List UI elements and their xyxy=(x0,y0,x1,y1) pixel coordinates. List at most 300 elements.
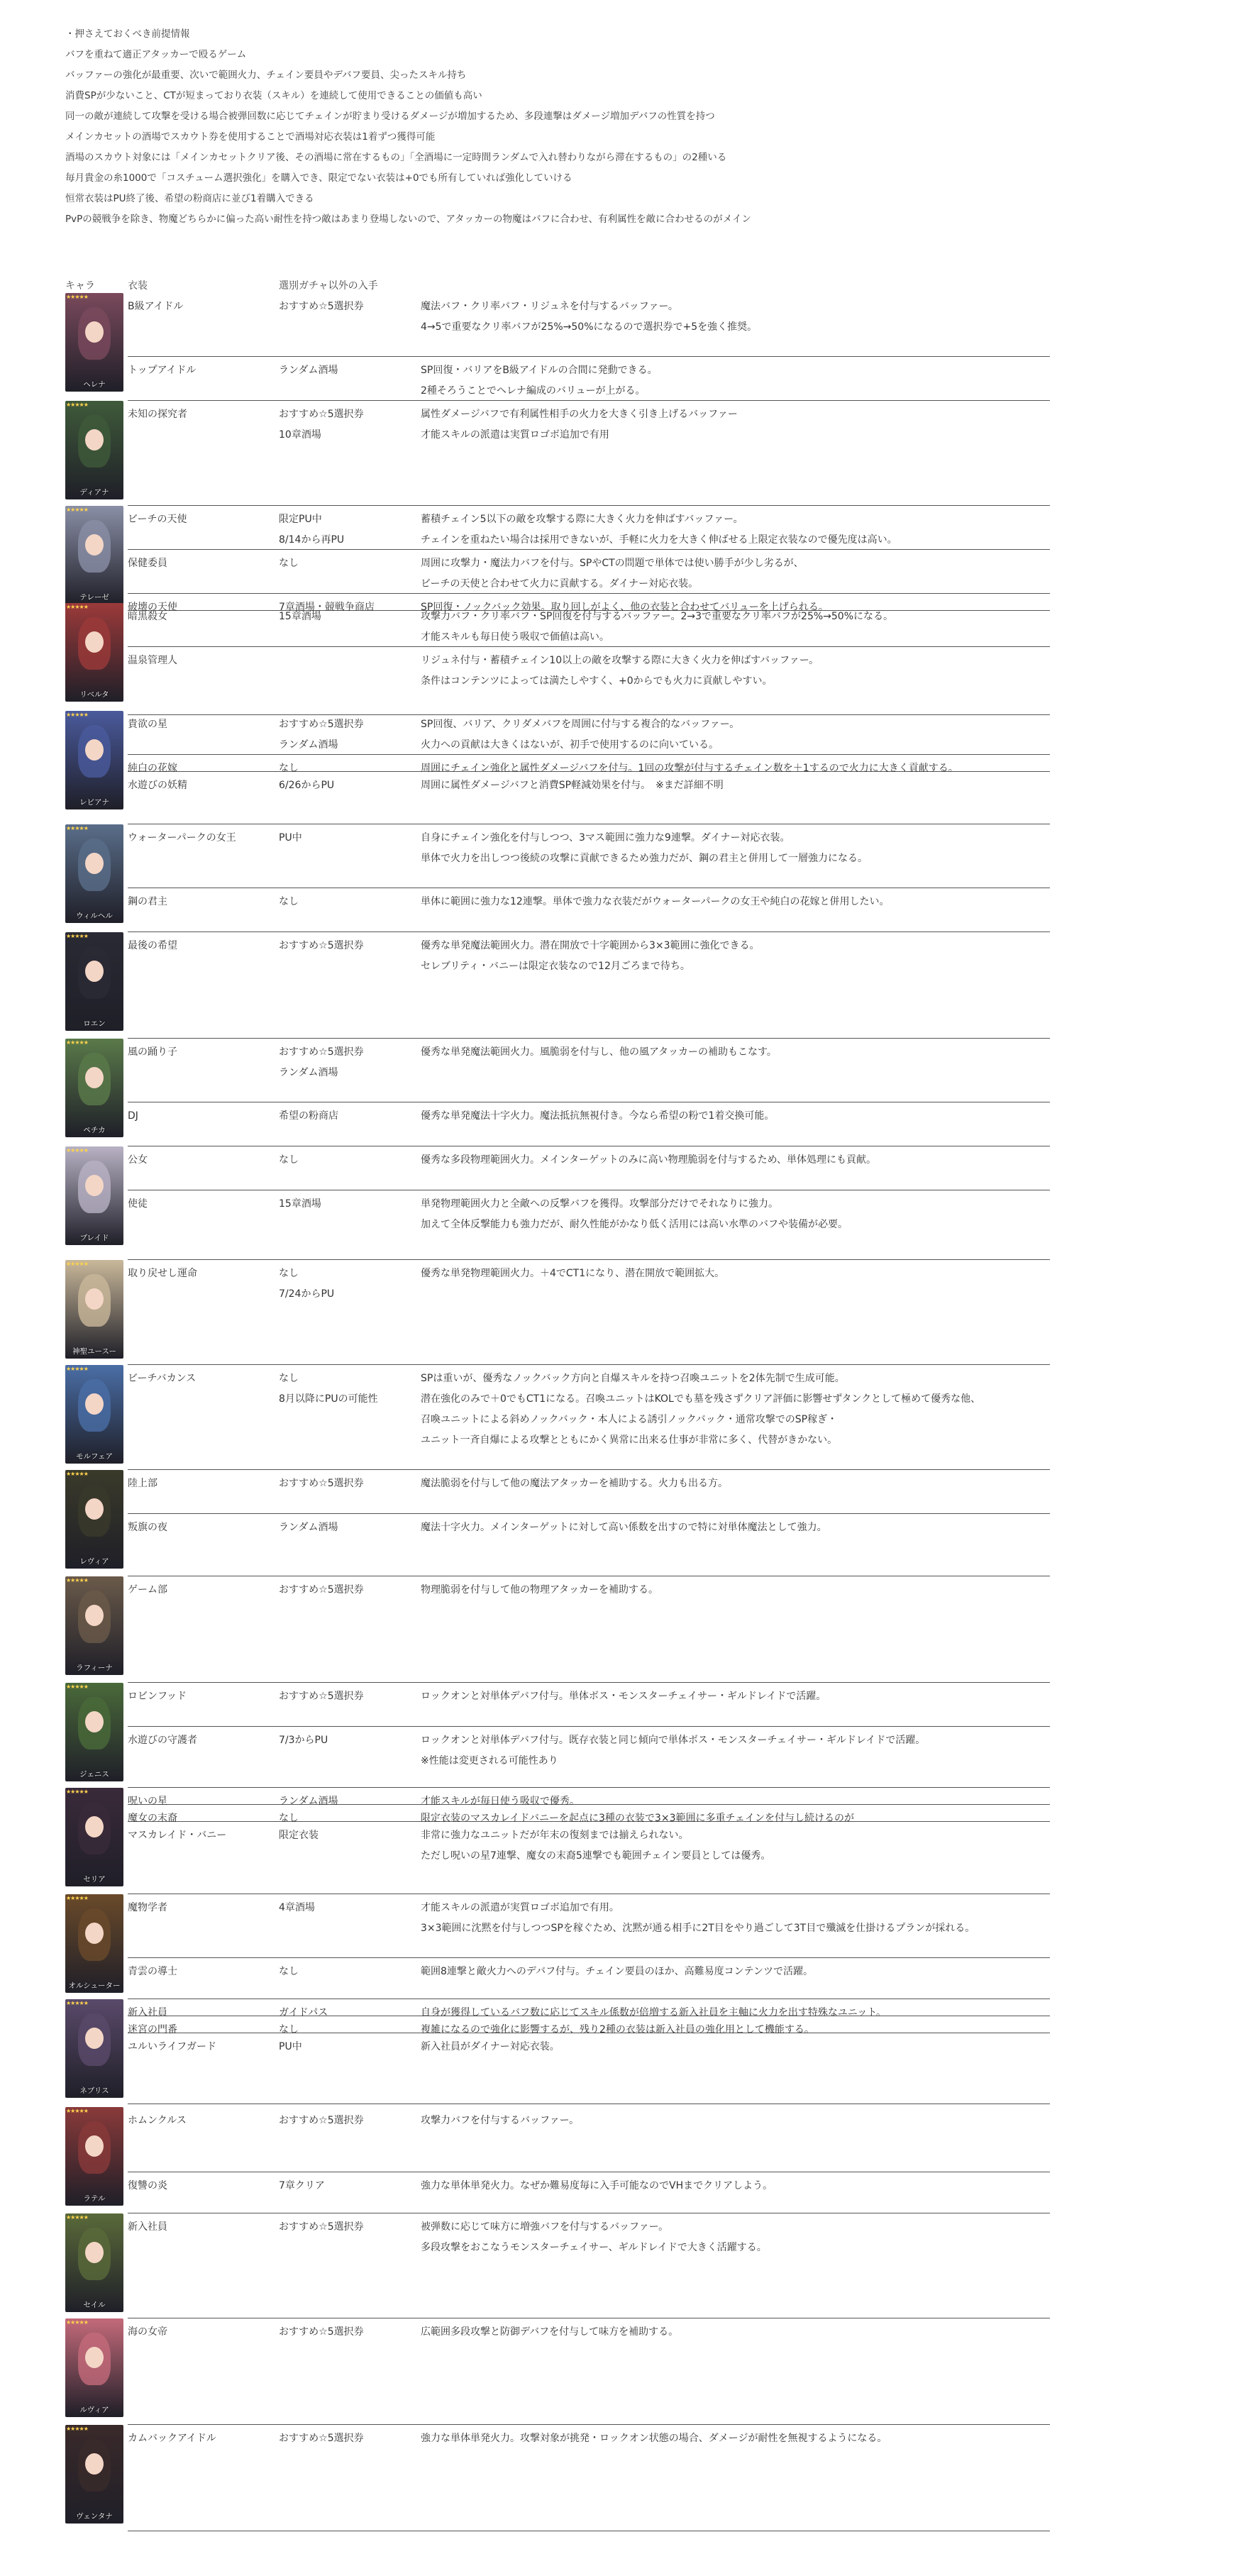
acquisition-line: 7章クリア xyxy=(279,2180,325,2191)
acquisition xyxy=(279,2176,325,2196)
costume-name: トップアイドル xyxy=(128,365,197,376)
description xyxy=(421,1264,724,1284)
character-name: 神聖ユースー xyxy=(72,1347,116,1356)
description-line: 魔法脆弱を付与して他の魔法アタッカーを補助する。火力も出る方。 xyxy=(421,1478,729,1489)
character-group xyxy=(65,824,1050,932)
header-character: キャラ xyxy=(65,280,95,292)
costume-name: 風の踊り子 xyxy=(128,1046,177,1058)
description-line: 属性ダメージバフで有利属性相手の火力を大きく引き上げるバッファー xyxy=(421,409,738,420)
costume-name: 陸上部 xyxy=(128,1478,157,1489)
description xyxy=(421,1106,774,1127)
costume-row xyxy=(128,754,1050,772)
description-line: 火力への貢献は大きくはないが、初手で使用するのに向いている。 xyxy=(421,739,719,751)
costume-name: 貴欲の星 xyxy=(128,719,167,730)
header-acquisition: 選別ガチャ以外の入手 xyxy=(279,280,378,292)
costume-row xyxy=(128,1038,1050,1102)
acquisition-line: 7/24からPU xyxy=(279,1288,335,1300)
description xyxy=(421,1898,975,1939)
costume-name: 新入社員 xyxy=(128,2007,167,2018)
acquisition-line: なし xyxy=(279,1154,299,1166)
character-group xyxy=(65,1999,1050,2106)
character-portrait xyxy=(65,932,123,1031)
acquisition xyxy=(279,553,299,574)
rarity-stars-icon: ★★★★★ xyxy=(66,2319,88,2326)
portrait-face xyxy=(85,853,104,874)
costume-name: ビーチバカンス xyxy=(128,1373,197,1384)
character-portrait xyxy=(65,1894,123,1993)
character-name: ディアナ xyxy=(79,488,109,497)
intro-line: バフを重ねて適正アタッカーで殴るゲーム xyxy=(65,49,247,60)
acquisition-line: 限定衣装 xyxy=(279,1830,319,1841)
portrait-face xyxy=(85,739,104,761)
character-name: テレーゼ xyxy=(79,593,109,602)
acquisition-line: ランダム酒場 xyxy=(279,739,338,751)
costume-name: 迷宮の門番 xyxy=(128,2024,177,2035)
costume-row xyxy=(128,646,1050,715)
character-name: リベルタ xyxy=(79,690,109,699)
description xyxy=(421,509,897,551)
character-groups xyxy=(65,292,1050,2531)
portrait-face xyxy=(85,1923,104,1944)
costume-row xyxy=(128,2424,1050,2531)
character-group xyxy=(65,292,1050,400)
description xyxy=(421,2217,767,2258)
description-line: 3×3範囲に沈黙を付与しつつSPを稼ぐため、沈黙が通る相手に2T目をやり過ごして3T目で殲滅を仕掛けるプランが採れる。 xyxy=(421,1923,975,1934)
portrait-face xyxy=(85,1498,104,1520)
description-line: 非常に強力なユニットだが年末の復刻までは揃えられない。 xyxy=(421,1830,689,1841)
character-name: セリア xyxy=(83,1875,106,1884)
costume-row xyxy=(128,505,1050,550)
portrait-face xyxy=(85,1605,104,1626)
intro-line: PvPの競戦争を除き、物魔どちらかに偏った高い耐性を持つ敵はあまり登場しないので、アタッカーの物魔はバフに合わせ、有利属性を敵に合わせるのがメイン xyxy=(65,214,751,225)
costume-row xyxy=(128,1259,1050,1365)
acquisition-line: 4章酒場 xyxy=(279,1902,315,1913)
intro-line: 消費SPが少ないこと、CTが短まっており衣装（スキル）を連続して使用できることの価値も高い xyxy=(65,90,482,101)
description-line: 才能スキルの派遣が実質ロゴボ追加で有用。 xyxy=(421,1902,619,1913)
rarity-stars-icon: ★★★★★ xyxy=(66,712,88,718)
costume-row xyxy=(128,1957,1050,1999)
costume-name: 水遊びの守護者 xyxy=(128,1735,197,1746)
rarity-stars-icon: ★★★★★ xyxy=(66,2214,88,2221)
costume-row xyxy=(128,400,1050,506)
description-line: ※性能は変更される可能性あり xyxy=(421,1755,558,1767)
description-line: ロックオンと対単体デバフ付与。単体ボス・モンスターチェイサー・ギルドレイドで活躍。 xyxy=(421,1691,826,1702)
acquisition-line: なし xyxy=(279,1373,299,1384)
character-portrait xyxy=(65,293,123,392)
character-group xyxy=(65,1787,1050,1894)
acquisition-line: おすすめ☆5選択券 xyxy=(279,301,364,312)
costume-name: ホムンクルス xyxy=(128,2115,187,2126)
intro-line: ・押さえておくべき前提情報 xyxy=(65,28,190,40)
description-line: 優秀な単発物理範囲火力。＋4でCT1になり、潜在開放で範囲拡大。 xyxy=(421,1268,725,1279)
costume-name: 青雲の導士 xyxy=(128,1966,177,1977)
character-name: ネブリス xyxy=(79,2086,109,2095)
character-name: ウィルヘル xyxy=(76,912,113,920)
acquisition xyxy=(279,1194,321,1215)
acquisition-line: おすすめ☆5選択券 xyxy=(279,940,364,951)
character-group xyxy=(65,1576,1050,1682)
costume-row xyxy=(128,2213,1050,2318)
costume-row xyxy=(128,1804,1050,1822)
character-group xyxy=(65,2213,1050,2318)
character-name: レビアナ xyxy=(79,798,109,807)
rarity-stars-icon: ★★★★★ xyxy=(66,1261,88,1267)
description xyxy=(421,828,868,869)
costume-name: ユルいライフガード xyxy=(128,2041,217,2052)
acquisition-line: PU中 xyxy=(279,2041,302,2052)
acquisition xyxy=(279,1518,338,1538)
description-line: 条件はコンテンツによっては満たしやすく、+0からでも火力に貢献しやすい。 xyxy=(421,675,773,687)
character-portrait xyxy=(65,1365,123,1464)
costume-row xyxy=(128,1821,1050,1894)
rarity-stars-icon: ★★★★★ xyxy=(66,1039,88,1046)
character-portrait xyxy=(65,401,123,499)
acquisition xyxy=(279,775,334,796)
costume-row xyxy=(128,1102,1050,1146)
acquisition xyxy=(279,509,344,551)
description xyxy=(421,1474,728,1494)
costume-name: 水遊びの妖精 xyxy=(128,780,187,791)
costume-row xyxy=(128,1576,1050,1683)
costume-row xyxy=(128,824,1050,888)
acquisition xyxy=(279,2217,364,2238)
costume-name: B級アイドル xyxy=(128,301,184,312)
description-line: SP回復、バリア、クリダメバフを周囲に付与する複合的なバッファー。 xyxy=(421,719,740,730)
costume-row xyxy=(128,1682,1050,1727)
acquisition-line: なし xyxy=(279,1813,299,1824)
description xyxy=(421,775,724,796)
character-group xyxy=(65,400,1050,505)
costume-row xyxy=(128,2033,1050,2104)
rarity-stars-icon: ★★★★★ xyxy=(66,1147,88,1154)
description xyxy=(421,2037,560,2057)
description-line: 魔法十字火力。メインターゲットに対して高い係数を出すので特に対単体魔法として強力。 xyxy=(421,1522,827,1533)
character-portrait xyxy=(65,1576,123,1675)
portrait-face xyxy=(85,1175,104,1196)
acquisition-line: おすすめ☆5選択券 xyxy=(279,409,364,420)
description-line: SP回復・バリアをB級アイドルの合間に発動できる。 xyxy=(421,365,658,376)
costume-name: 叛旗の夜 xyxy=(128,1522,167,1533)
acquisition-line: ランダム酒場 xyxy=(279,1796,338,1807)
description-line: 被弾数に応じて味方に増強バフを付与するバッファー。 xyxy=(421,2221,669,2233)
acquisition-line: PU中 xyxy=(279,832,302,844)
rarity-stars-icon: ★★★★★ xyxy=(66,1366,88,1372)
intro-line: バッファーの強化が最重要、次いで範囲火力、チェイン要員やデバフ要員、尖ったスキル持ち xyxy=(65,70,467,81)
description xyxy=(421,2322,678,2343)
rarity-stars-icon: ★★★★★ xyxy=(66,1684,88,1690)
description-line: 優秀な多段物理範囲火力。メインターゲットのみに高い物理脆弱を付与するため、単体処理にも貢献。 xyxy=(421,1154,877,1166)
acquisition-line: 8/14から再PU xyxy=(279,534,345,546)
acquisition xyxy=(279,1369,378,1410)
character-portrait xyxy=(65,603,123,702)
table-header xyxy=(65,275,1050,292)
costume-name: 海の女帝 xyxy=(128,2326,167,2338)
acquisition xyxy=(279,1730,328,1751)
intro-line: 同一の敵が連続して攻撃を受ける場合被弾回数に応じてチェインが貯まり受けるダメージが増加するため、多段連撃はダメージ増加デバフの性質を持つ xyxy=(65,111,715,122)
portrait-face xyxy=(85,429,104,450)
acquisition xyxy=(279,297,364,317)
rarity-stars-icon: ★★★★★ xyxy=(66,1789,88,1795)
description-line: 才能スキルが毎日使う吸収で優秀。 xyxy=(421,1796,580,1807)
description xyxy=(421,2176,773,2196)
costume-name: 暗黒殺女 xyxy=(128,611,167,622)
costume-name: ウォーターパークの女王 xyxy=(128,832,236,844)
portrait-face xyxy=(85,1288,104,1310)
character-group xyxy=(65,1469,1050,1576)
description xyxy=(421,1962,813,1982)
acquisition xyxy=(279,1474,364,1494)
description xyxy=(421,1369,980,1451)
character-group xyxy=(65,505,1050,613)
costume-row xyxy=(128,1894,1050,1958)
portrait-face xyxy=(85,2242,104,2263)
description-line: 範囲8連撃と敵火力へのデバフ付与。チェイン要員のほか、高難易度コンテンツで活躍。 xyxy=(421,1966,813,1977)
character-name: ジェニス xyxy=(79,1770,109,1779)
description-line: ただし呪いの星7連撃、魔女の末裔5連撃でも範囲チェイン要員としては優秀。 xyxy=(421,1850,771,1862)
costume-row xyxy=(128,602,1050,647)
character-name: モルフェア xyxy=(76,1452,113,1461)
character-group xyxy=(65,1364,1050,1469)
character-table xyxy=(65,275,1050,2531)
description-line: ユニット一斉自爆による攻撃とともにかく異常に出来る仕事が非常に多く、代替がきかない。 xyxy=(421,1435,838,1446)
description-line: 召喚ユニットによる斜めノックバック・本人による誘引ノックバック・通常攻撃でのSP稼ぎ・ xyxy=(421,1414,838,1425)
costume-name: 公女 xyxy=(128,1154,148,1166)
character-portrait xyxy=(65,1146,123,1245)
description xyxy=(421,2111,579,2131)
intro-line: 恒常衣装はPU終了後、希望の粉商店に並び1着購入できる xyxy=(65,193,314,204)
character-portrait xyxy=(65,1683,123,1781)
acquisition xyxy=(279,404,364,446)
description-line: 単体で火力を出しつつ後続の攻撃に貢献できるため強力だが、鋼の君主と併用して一層強力になる。 xyxy=(421,853,868,864)
portrait-face xyxy=(85,534,104,555)
costume-row xyxy=(128,888,1050,932)
acquisition xyxy=(279,828,302,848)
character-name: ルヴィア xyxy=(79,2406,109,2414)
acquisition xyxy=(279,1686,364,1707)
character-group xyxy=(65,932,1050,1038)
costume-name: 純白の花嫁 xyxy=(128,763,177,774)
costume-name: 使徒 xyxy=(128,1198,148,1210)
acquisition-line: ランダム酒場 xyxy=(279,1067,338,1078)
acquisition xyxy=(279,1580,364,1601)
portrait-face xyxy=(85,1393,104,1415)
character-name: ラフィーナ xyxy=(76,1664,113,1672)
intro-notes xyxy=(65,24,751,230)
description-line: 周囲に属性ダメージバフと消費SP軽減効果を付与。 ※まだ詳細不明 xyxy=(421,780,724,791)
description-line: セレブリティ・バニーは限定衣装なので12月ごろまで待ち。 xyxy=(421,961,690,972)
description-line: 物理脆弱を付与して他の物理アタッカーを補助する。 xyxy=(421,1584,659,1596)
character-group xyxy=(65,2318,1050,2424)
rarity-stars-icon: ★★★★★ xyxy=(66,2108,88,2114)
costume-name: マスカレイド・バニー xyxy=(128,1830,227,1841)
acquisition-line: 10章酒場 xyxy=(279,429,321,441)
character-group xyxy=(65,1894,1050,1999)
acquisition-line: なし xyxy=(279,763,299,774)
description-line: 魔法バフ・クリ率バフ・リジュネを付与するバッファー。 xyxy=(421,301,678,312)
acquisition-line: おすすめ☆5選択券 xyxy=(279,1046,364,1058)
rarity-stars-icon: ★★★★★ xyxy=(66,933,88,939)
acquisition-line: 8月以降にPUの可能性 xyxy=(279,1393,378,1405)
description-line: SPは重いが、優秀なノックバック方向と自爆スキルを持つ召喚ユニットを2体先制で生成可能。 xyxy=(421,1373,845,1384)
costume-row xyxy=(128,1190,1050,1260)
description xyxy=(421,360,658,402)
character-group xyxy=(65,1259,1050,1364)
costume-row xyxy=(128,1726,1050,1788)
acquisition-line: おすすめ☆5選択券 xyxy=(279,1478,364,1489)
character-group xyxy=(65,1038,1050,1146)
character-group xyxy=(65,1682,1050,1787)
acquisition xyxy=(279,892,299,912)
description xyxy=(421,607,893,648)
rarity-stars-icon: ★★★★★ xyxy=(66,604,88,610)
acquisition-line: おすすめ☆5選択券 xyxy=(279,1584,364,1596)
costume-row xyxy=(128,2016,1050,2033)
acquisition-line: なし xyxy=(279,1966,299,1977)
costume-row xyxy=(128,356,1050,401)
acquisition xyxy=(279,360,338,381)
description-line: ビーチの天使と合わせて火力に貢献する。ダイナー対応衣装。 xyxy=(421,578,699,590)
description xyxy=(421,297,757,338)
description-line: 優秀な単発魔法十字火力。魔法抵抗無視付き。今なら希望の粉で1着交換可能。 xyxy=(421,1110,775,1122)
costume-row xyxy=(128,771,1050,824)
description xyxy=(421,404,738,446)
portrait-face xyxy=(85,961,104,982)
description-line: 自身にチェイン強化を付与しつつ、3マス範囲に強力な9連撃。ダイナー対応衣装。 xyxy=(421,832,790,844)
costume-row xyxy=(128,2106,1050,2172)
character-portrait xyxy=(65,1999,123,2098)
rarity-stars-icon: ★★★★★ xyxy=(66,825,88,831)
acquisition-line: 希望の粉商店 xyxy=(279,1110,338,1122)
character-portrait xyxy=(65,2107,123,2206)
acquisition xyxy=(279,1898,315,1918)
character-portrait xyxy=(65,1788,123,1886)
description xyxy=(421,892,890,912)
acquisition-line: おすすめ☆5選択券 xyxy=(279,719,364,730)
acquisition-line: おすすめ☆5選択券 xyxy=(279,2115,364,2126)
acquisition-line: なし xyxy=(279,896,299,907)
costume-name: 魔物学者 xyxy=(128,1902,167,1913)
acquisition-line: ランダム酒場 xyxy=(279,365,338,376)
costume-name: ゲーム部 xyxy=(128,1584,167,1596)
costume-name: 温泉管理人 xyxy=(128,655,177,666)
character-portrait xyxy=(65,824,123,923)
acquisition-line: おすすめ☆5選択券 xyxy=(279,2326,364,2338)
description-line: 攻撃力バフを付与するバッファー。 xyxy=(421,2115,580,2126)
description-line: 強力な単体単発火力。なぜか難易度毎に入手可能なのでVHまでクリアしよう。 xyxy=(421,2180,773,2191)
character-name: ラテル xyxy=(83,2194,106,2203)
intro-line: 酒場のスカウト対象には「メインカセットクリア後、その酒場に常在するもの」「全酒場に一定時間ランダムで入れ替わりながら滞在するもの」の2種いる xyxy=(65,152,727,163)
portrait-face xyxy=(85,2453,104,2475)
acquisition-line: なし xyxy=(279,2024,299,2035)
portrait-face xyxy=(85,1067,104,1088)
acquisition xyxy=(279,2111,364,2131)
rarity-stars-icon: ★★★★★ xyxy=(66,402,88,408)
description-line: ロックオンと対単体デバフ付与。既存衣装と同じ傾向で単体ボス・モンスターチェイサー・ギルドレイドで活躍。 xyxy=(421,1735,926,1746)
costume-row xyxy=(128,1513,1050,1576)
acquisition xyxy=(279,936,364,956)
rarity-stars-icon: ★★★★★ xyxy=(66,2000,88,2006)
character-name: ペチカ xyxy=(83,1126,106,1134)
acquisition-line: 15章酒場 xyxy=(279,611,321,622)
description-line: 周囲にチェイン強化と属性ダメージバフを付与。1回の攻撃が付与するチェイン数を＋1するので火力に大きく貢献する。 xyxy=(421,763,958,774)
costume-row xyxy=(128,710,1050,755)
description-line: 加えて全体反撃能力も強力だが、耐久性能がかなり低く活用には高い水準のバフや装備が必要。 xyxy=(421,1219,848,1230)
costume-row xyxy=(128,1364,1050,1470)
character-portrait xyxy=(65,2318,123,2417)
description xyxy=(421,714,739,756)
description xyxy=(421,553,804,595)
costume-name: 鋼の君主 xyxy=(128,896,167,907)
description-line: 複雑になるので強化に影響するが、残り2種の衣装は新入社員の強化用として機能する。 xyxy=(421,2024,814,2035)
character-portrait xyxy=(65,2213,123,2312)
portrait-face xyxy=(85,2028,104,2049)
character-group xyxy=(65,602,1050,710)
acquisition-line: おすすめ☆5選択券 xyxy=(279,2221,364,2233)
acquisition xyxy=(279,1264,334,1305)
acquisition-line: なし xyxy=(279,1268,299,1279)
character-name: ヴェンタナ xyxy=(76,2512,113,2521)
costume-name: 未知の探究者 xyxy=(128,409,187,420)
description xyxy=(421,1150,876,1171)
description-line: 攻撃力バフ・クリ率バフ・SP回復を付与するバッファー。2→3で重要なクリ率バフが25%→50%になる。 xyxy=(421,611,893,622)
description xyxy=(421,1730,925,1771)
costume-name: 新入社員 xyxy=(128,2221,167,2233)
acquisition-line: 6/26からPU xyxy=(279,780,335,791)
description xyxy=(421,1686,826,1707)
portrait-face xyxy=(85,2135,104,2157)
description-line: 新入社員がダイナー対応衣装。 xyxy=(421,2041,560,2052)
costume-name: 魔女の末裔 xyxy=(128,1813,177,1824)
portrait-face xyxy=(85,1816,104,1837)
portrait-face xyxy=(85,2347,104,2368)
description xyxy=(421,1580,658,1601)
character-portrait xyxy=(65,711,123,809)
rarity-stars-icon: ★★★★★ xyxy=(66,1895,88,1901)
acquisition xyxy=(279,1962,299,1982)
acquisition xyxy=(279,1150,299,1171)
description-line: 強力な単体単発火力。攻撃対象が挑発・ロックオン状態の場合、ダメージが耐性を無視するようになる。 xyxy=(421,2433,887,2444)
description-line: 多段攻撃をおこなうモンスターチェイサー、ギルドレイドで大きく活躍する。 xyxy=(421,2242,767,2253)
description-line: 自身が獲得しているバフ数に応じてスキル係数が倍増する新入社員を主軸に火力を出す特殊なユニット。 xyxy=(421,2007,887,2018)
acquisition-line: なし xyxy=(279,558,299,569)
costume-row xyxy=(128,932,1050,1039)
acquisition-line: おすすめ☆5選択券 xyxy=(279,2433,364,2444)
description xyxy=(421,1518,827,1538)
character-portrait xyxy=(65,1039,123,1137)
character-name: オルシューター xyxy=(68,1981,121,1990)
acquisition xyxy=(279,1825,319,1846)
acquisition xyxy=(279,1042,364,1083)
description xyxy=(421,2428,887,2449)
costume-row xyxy=(128,549,1050,594)
description-line: 単体に範囲に強力な12連撃。単体で強力な衣装だがウォーターパークの女王や純白の花嫁と併用したい。 xyxy=(421,896,890,907)
description-line: 潜在強化のみで＋0でもCT1になる。召喚ユニットはKOLでも墓を残さずクリア評価に影響せずタンクとして極めて優秀な他、 xyxy=(421,1393,981,1405)
description-line: 広範囲多段攻撃と防御デバフを付与して味方を補助する。 xyxy=(421,2326,679,2338)
description-line: チェインを重ねたい場合は採用できないが、手軽に火力を大きく伸ばせる上限定衣装なので優先度は高い。 xyxy=(421,534,897,546)
description-line: 蓄積チェイン5以下の敵を攻撃する際に大きく火力を伸ばすバッファー。 xyxy=(421,514,743,525)
costume-row xyxy=(128,1999,1050,2016)
rarity-stars-icon: ★★★★★ xyxy=(66,294,88,300)
costume-row xyxy=(128,2318,1050,2425)
costume-name: 保健委員 xyxy=(128,558,167,569)
description-line: 限定衣装のマスカレイドバニーを起点に3種の衣装で3×3範囲に多重チェインを付与し続けるのが xyxy=(421,1813,855,1824)
costume-name: 呪いの星 xyxy=(128,1796,167,1807)
acquisition xyxy=(279,2037,302,2057)
rarity-stars-icon: ★★★★★ xyxy=(66,1577,88,1583)
acquisition xyxy=(279,1106,338,1127)
character-name: ロエン xyxy=(83,1019,106,1028)
character-name: ブレイド xyxy=(79,1234,109,1242)
